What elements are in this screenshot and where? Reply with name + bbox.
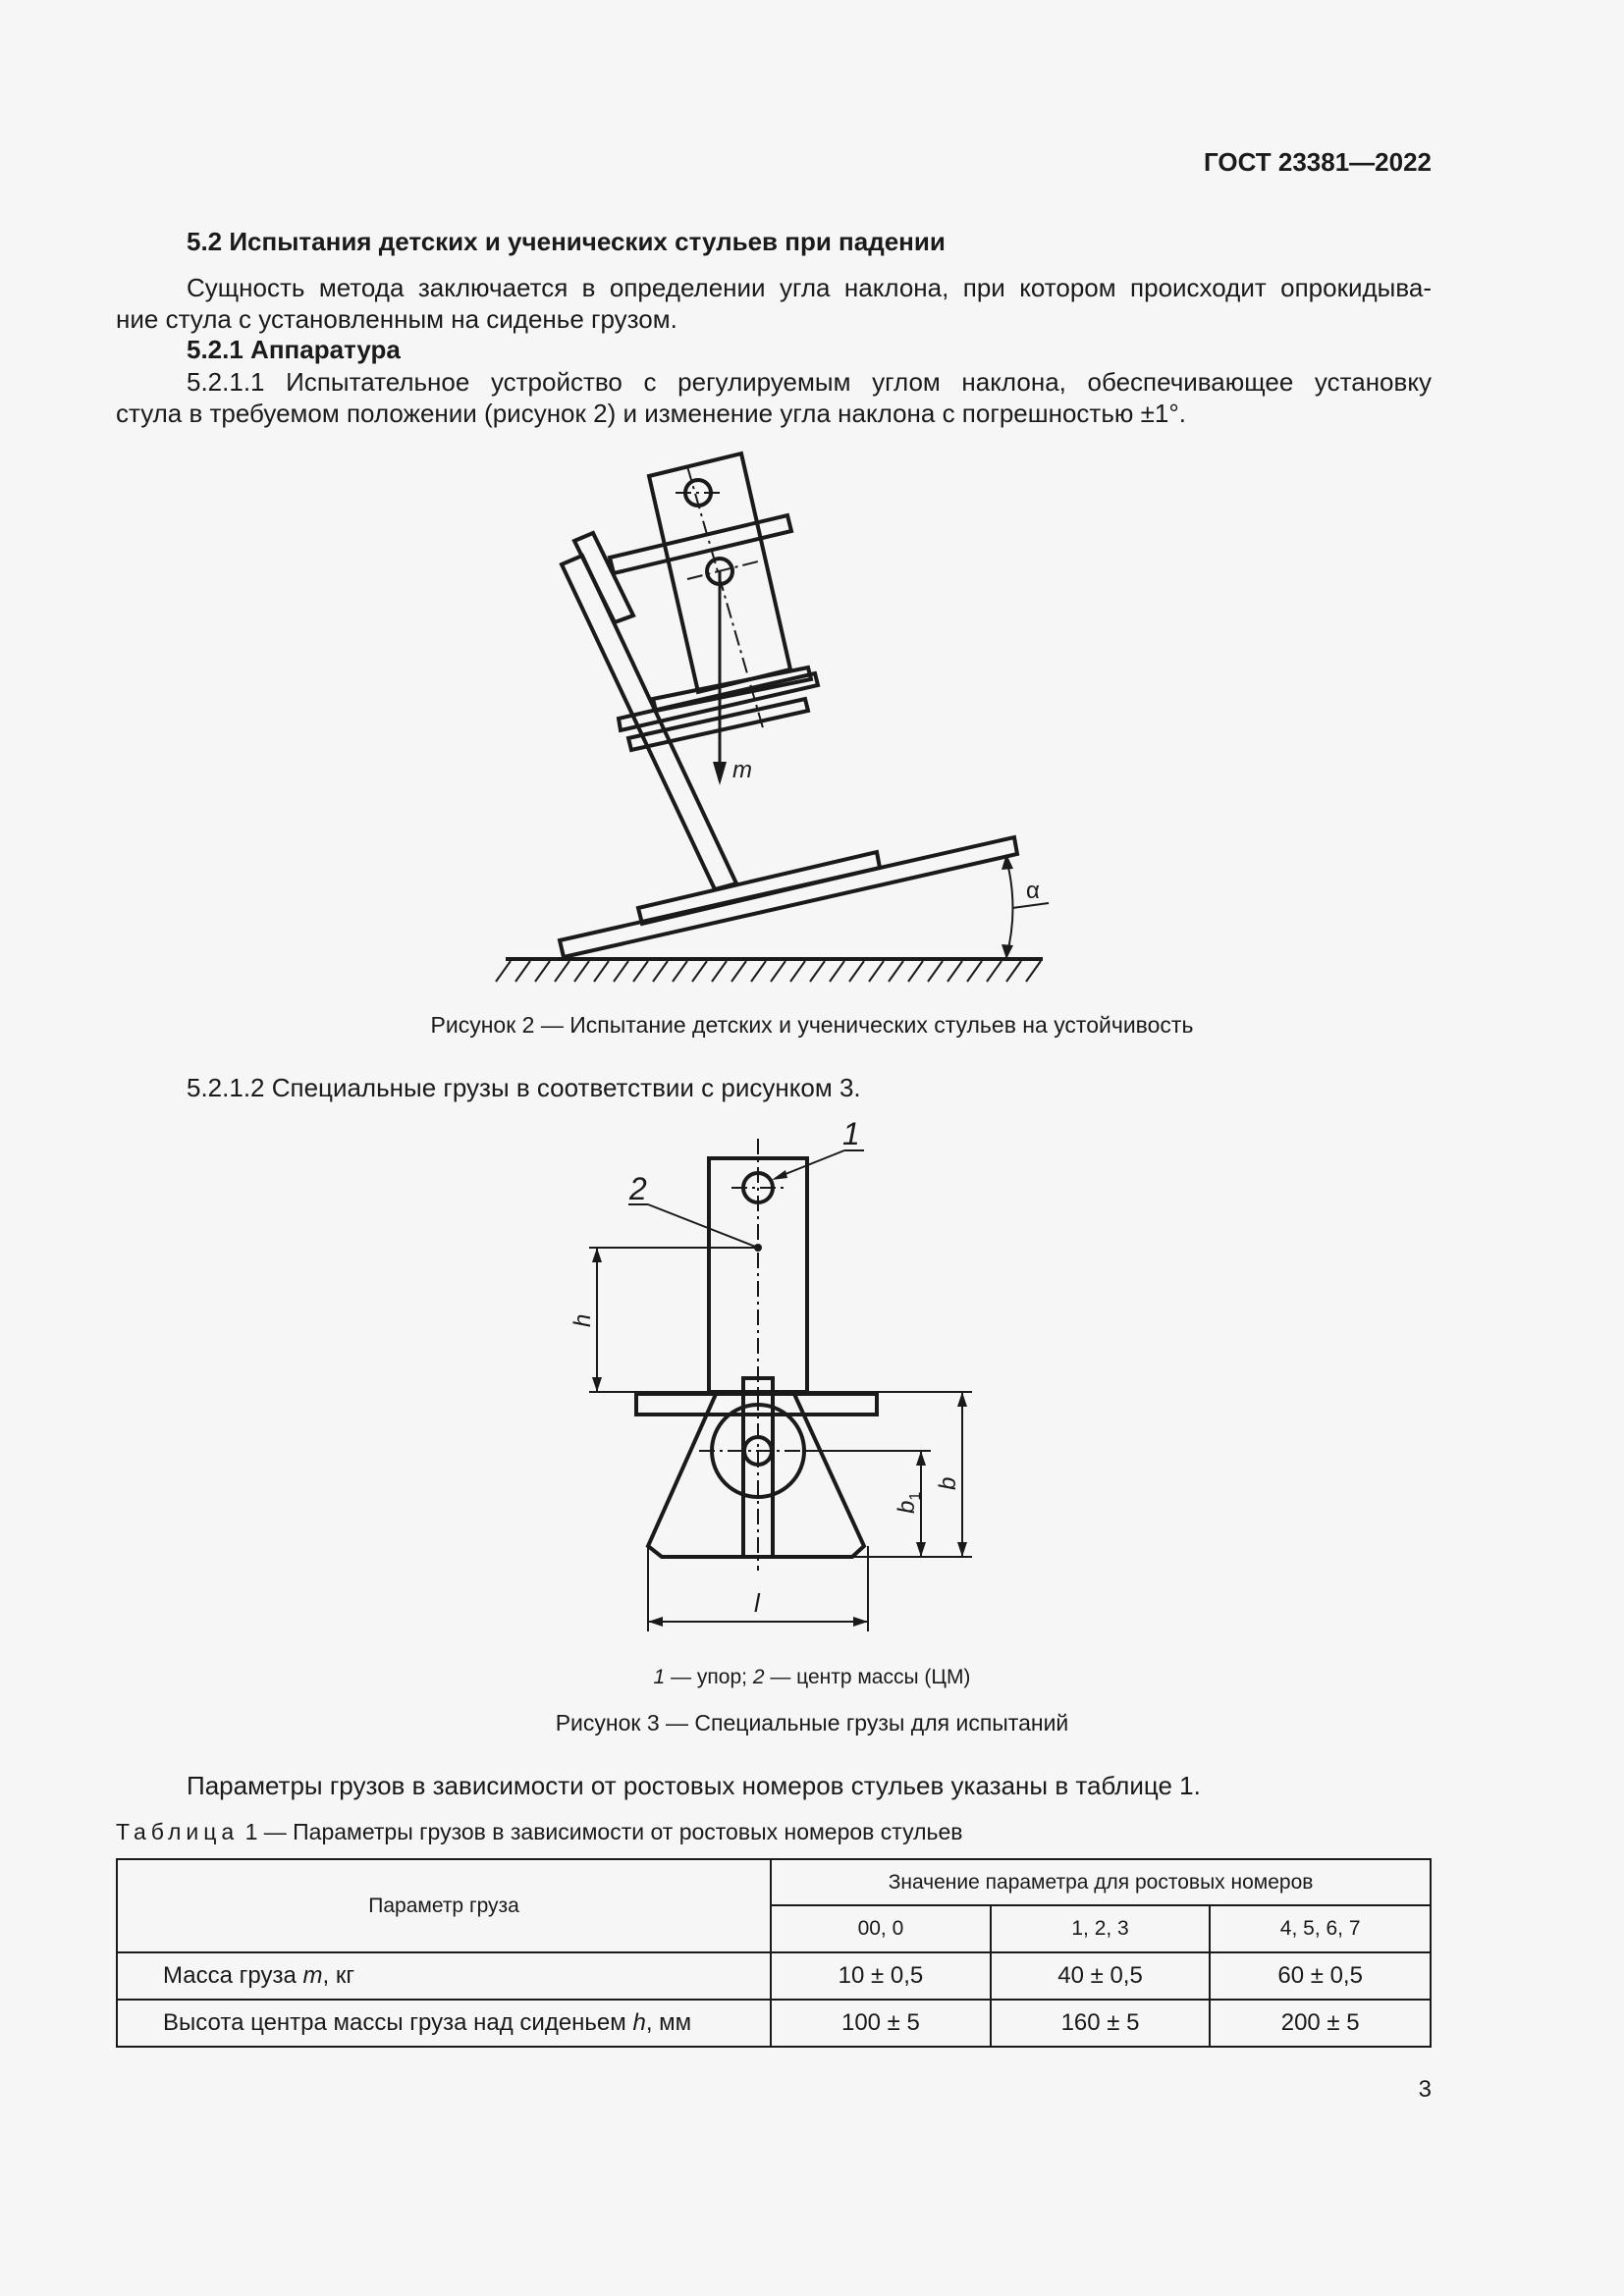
header-size-0: 00, 0 [771, 1905, 991, 1952]
header-size-2: 4, 5, 6, 7 [1210, 1905, 1431, 1952]
subsection-heading: 5.2.1 Аппаратура [187, 335, 401, 364]
cell: 160 ± 5 [991, 2000, 1211, 2047]
header-param: Параметр груза [117, 1859, 771, 1952]
row-label-mass: Масса груза m, кг [117, 1952, 771, 2000]
cell: 10 ± 0,5 [771, 1952, 991, 2000]
figure-3-caption: Рисунок 3 — Специальные грузы для испытаний [555, 1710, 1069, 1735]
cell: 60 ± 0,5 [1210, 1952, 1431, 2000]
table-1-title: Таблица 1 — Параметры грузов в зависимости от ростовых номеров стульев [116, 1819, 963, 1844]
figure-3-drawing [0, 1109, 1624, 1659]
paragraph-5-2-1-2: 5.2.1.2 Специальные грузы в соответствии с рисунком 3. [187, 1073, 861, 1102]
label-1: 1 [842, 1116, 860, 1151]
section-heading: 5.2 Испытания детских и ученических стульев при падении [187, 227, 946, 256]
label-b1: $b_1$ [893, 1491, 924, 1514]
figure-3-legend: 1 — упор; 2 — центр массы (ЦМ) [653, 1666, 971, 1688]
ground-hatching [496, 961, 1041, 982]
intro-line-1: Сущность метода заключается в определении угла наклона, при котором происходит опрокидыва- [187, 273, 1432, 302]
label-angle: α [1026, 878, 1040, 904]
weight-lower-trapezoid [648, 1392, 864, 1557]
label-mass: m [732, 757, 752, 783]
header-size-1: 1, 2, 3 [991, 1905, 1211, 1952]
parameters-table [116, 1858, 1432, 2048]
cell: 100 ± 5 [771, 2000, 991, 2047]
figure-2-caption: Рисунок 2 — Испытание детских и ученических стульев на устойчивость [430, 1012, 1194, 1038]
cell: 40 ± 0,5 [991, 1952, 1211, 2000]
load-crossbar [610, 515, 791, 573]
cell: 200 ± 5 [1210, 2000, 1431, 2047]
label-h: h [569, 1313, 596, 1327]
intro-line-2: ние стула с установленным на сиденье грузом. [116, 304, 677, 334]
header-group: Значение параметра для ростовых номеров [771, 1859, 1431, 1905]
table-row [117, 2000, 1431, 2047]
figure-2-drawing [0, 0, 1624, 1041]
label-2: 2 [629, 1171, 647, 1206]
row-label-height: Высота центра массы груза над сиденьем h, мм [117, 2000, 771, 2047]
page-number: 3 [1418, 2076, 1432, 2103]
mass-arrow-head [713, 762, 727, 785]
label-b: b [935, 1476, 961, 1490]
paragraph-table-ref: Параметры грузов в зависимости от ростовых номеров стульев указаны в таблице 1. [187, 1771, 1201, 1800]
document-code: ГОСТ 23381—2022 [1204, 147, 1432, 177]
inclined-platform [560, 837, 1017, 957]
paragraph-5-2-1-1-line-1: 5.2.1.1 Испытательное устройство с регулируемым углом наклона, обеспечивающее установку [187, 367, 1432, 397]
label-l: l [754, 1588, 760, 1618]
angle-arc [1006, 859, 1013, 957]
table-row [117, 1952, 1431, 2000]
paragraph-5-2-1-1-line-2: стула в требуемом положении (рисунок 2) и изменение угла наклона с погрешностью ±1°. [116, 399, 1186, 428]
